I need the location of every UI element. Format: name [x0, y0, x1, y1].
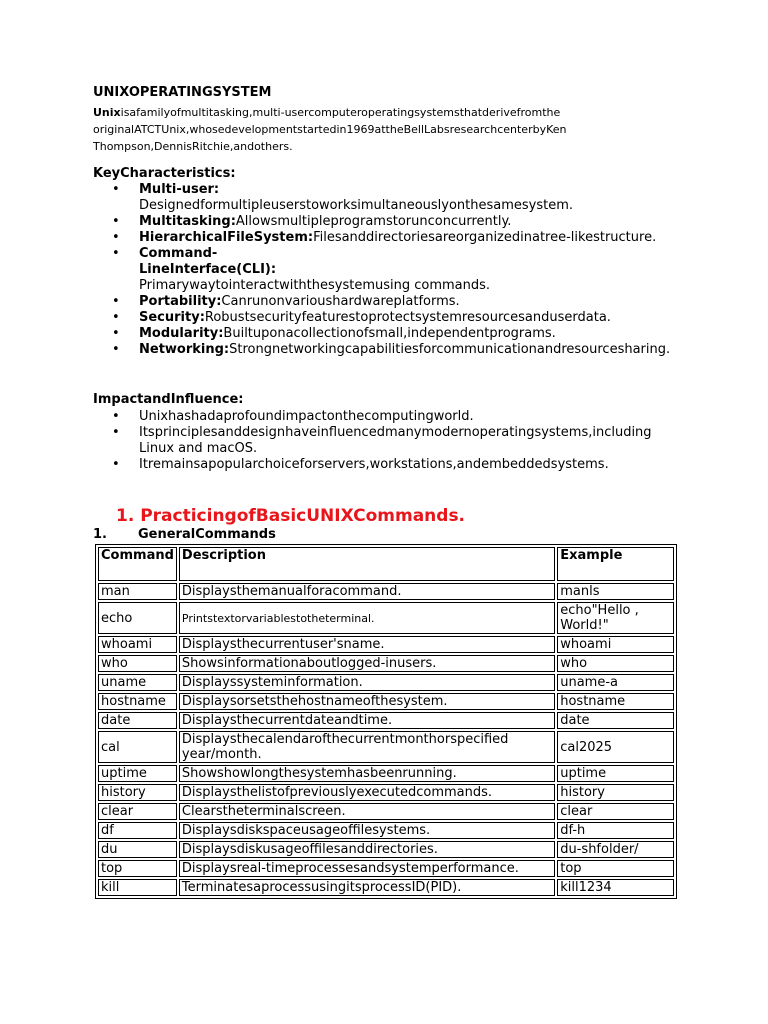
cell-example: manls: [557, 583, 674, 600]
sub-heading-number: 1.: [93, 527, 107, 542]
cell-example: echo"Hello , World!": [557, 602, 674, 634]
cell-example: df-h: [557, 822, 674, 839]
cell-example: cal2025: [557, 731, 674, 763]
cell-description: Displaysthelistofpreviouslyexecutedcommands.: [179, 784, 555, 801]
cell-example: who: [557, 655, 674, 672]
cell-description: Displaysthemanualforacommand.: [179, 583, 555, 600]
commands-table: [95, 544, 677, 899]
table-row: [98, 731, 674, 763]
cell-command: cal: [98, 731, 177, 763]
item-term: • Command-LineInterface(CLI):: [139, 246, 277, 277]
cell-description: Showsinformationaboutlogged-inusers.: [179, 655, 555, 672]
impact-heading: ImpactandInfluence:: [93, 392, 244, 407]
item-text: Strongnetworkingcapabilitiesforcommunicationandresourcesharing.: [229, 342, 671, 357]
cell-command: man: [98, 583, 177, 600]
list-item: [112, 230, 682, 246]
table-row: [98, 602, 674, 634]
cell-description: Showshowlongthesystemhasbeenrunning.: [179, 765, 555, 782]
table-header-row: [98, 547, 674, 581]
sub-heading-text: GeneralCommands: [138, 527, 276, 542]
list-item: [112, 342, 682, 358]
item-term: Modularity:: [139, 326, 224, 341]
section-heading: 1. PracticingofBasicUNIXCommands.: [116, 506, 466, 526]
table-row: [98, 860, 674, 877]
item-text: Builtuponacollectionofsmall,independentprograms.: [223, 326, 556, 341]
item-term: HierarchicalFileSystem:: [139, 230, 314, 245]
cell-command: clear: [98, 803, 177, 820]
list-item: [112, 182, 682, 214]
cell-description: Displaysdiskspaceusageoffilesystems.: [179, 822, 555, 839]
item-text: Canrunonvarioushardwareplatforms.: [221, 294, 460, 309]
item-text: Robustsecurityfeaturestoprotectsystemresourcesanduserdata.: [204, 310, 611, 325]
sub-heading: [93, 527, 276, 542]
table-row: [98, 712, 674, 729]
column-header-command: Command: [98, 547, 177, 581]
cell-command: df: [98, 822, 177, 839]
item-term: Security:: [139, 310, 205, 325]
cell-example: top: [557, 860, 674, 877]
item-term: Portability:: [139, 294, 222, 309]
key-characteristics-list: [112, 182, 682, 358]
impact-list: [112, 409, 652, 473]
cell-description: Displaysreal-timeprocessesandsystemperformance.: [179, 860, 555, 877]
list-item: • Itremainsapopularchoiceforservers,workstations,andembeddedsystems.: [112, 457, 652, 473]
intro-text: isafamilyofmultitasking,multi-usercomputeroperatingsystemsthatderivefromthe originalATCTUnix,whosedevelopmentstartedin1969attheBellLabsresearchcenterbyKen Thompson,DennisRitchie,andothers.: [93, 106, 567, 153]
table-row: [98, 693, 674, 710]
table-row: [98, 674, 674, 691]
list-item: [112, 214, 682, 230]
cell-description: Displaysthecurrentuser'sname.: [179, 636, 555, 653]
table-row: [98, 765, 674, 782]
table-row: [98, 636, 674, 653]
cell-example: whoami: [557, 636, 674, 653]
document-title: UNIXOPERATINGSYSTEM: [93, 85, 272, 100]
cell-example: hostname: [557, 693, 674, 710]
cell-command: date: [98, 712, 177, 729]
item-text: Filesanddirectoriesareorganizedinatree-likestructure.: [313, 230, 657, 245]
cell-example: uname-a: [557, 674, 674, 691]
cell-example: du-shfolder/: [557, 841, 674, 858]
item-term: Networking:: [139, 342, 230, 357]
cell-command: uname: [98, 674, 177, 691]
list-item: [112, 310, 682, 326]
cell-description: TerminatesaprocessusingitsprocessID(PID).: [179, 879, 555, 896]
list-item: [112, 294, 682, 310]
list-item: [112, 326, 682, 342]
item-text: Designedformultipleuserstoworksimultaneouslyonthesamesystem.: [139, 198, 574, 213]
list-item: [112, 246, 682, 294]
cell-description: Printstextorvariablestotheterminal.: [179, 602, 555, 634]
cell-command: top: [98, 860, 177, 877]
table-row: [98, 841, 674, 858]
cell-description: Clearstheterminalscreen.: [179, 803, 555, 820]
cell-example: uptime: [557, 765, 674, 782]
cell-command: echo: [98, 602, 177, 634]
cell-example: history: [557, 784, 674, 801]
table-row: [98, 803, 674, 820]
cell-command: history: [98, 784, 177, 801]
item-term: • Multi-user:: [139, 182, 220, 197]
cell-command: uptime: [98, 765, 177, 782]
intro-bold-term: Unix: [93, 106, 121, 119]
key-characteristics-heading: KeyCharacteristics:: [93, 166, 236, 181]
table-row: [98, 655, 674, 672]
table-row: [98, 879, 674, 896]
column-header-example: Example: [557, 547, 674, 581]
table-row: [98, 784, 674, 801]
cell-description: Displayssysteminformation.: [179, 674, 555, 691]
table-body: [98, 583, 674, 896]
list-item: • Unixhashadaprofoundimpactonthecomputingworld.: [112, 409, 652, 425]
item-text: Primarywaytointeractwiththesystemusing commands.: [139, 278, 491, 293]
column-header-description: Description: [179, 547, 555, 581]
cell-command: whoami: [98, 636, 177, 653]
cell-command: hostname: [98, 693, 177, 710]
table-row: [98, 583, 674, 600]
cell-command: kill: [98, 879, 177, 896]
cell-command: who: [98, 655, 177, 672]
cell-description: Displaysthecurrentdateandtime.: [179, 712, 555, 729]
cell-example: clear: [557, 803, 674, 820]
table-row: [98, 822, 674, 839]
cell-example: date: [557, 712, 674, 729]
cell-description: Displaysthecalendarofthecurrentmonthorspecified year/month.: [179, 731, 555, 763]
cell-description: Displaysdiskusageoffilesanddirectories.: [179, 841, 555, 858]
cell-description: Displaysorsetsthehostnameofthesystem.: [179, 693, 555, 710]
cell-command: du: [98, 841, 177, 858]
item-term: Multitasking:: [139, 214, 236, 229]
cell-example: kill1234: [557, 879, 674, 896]
list-item: • Itsprinciplesanddesignhaveinfluencedmanymodernoperatingsystems,including Linux and macOS.: [112, 425, 652, 457]
item-text: Allowsmultipleprogramstorunconcurrently.: [235, 214, 512, 229]
intro-paragraph: [93, 104, 693, 155]
